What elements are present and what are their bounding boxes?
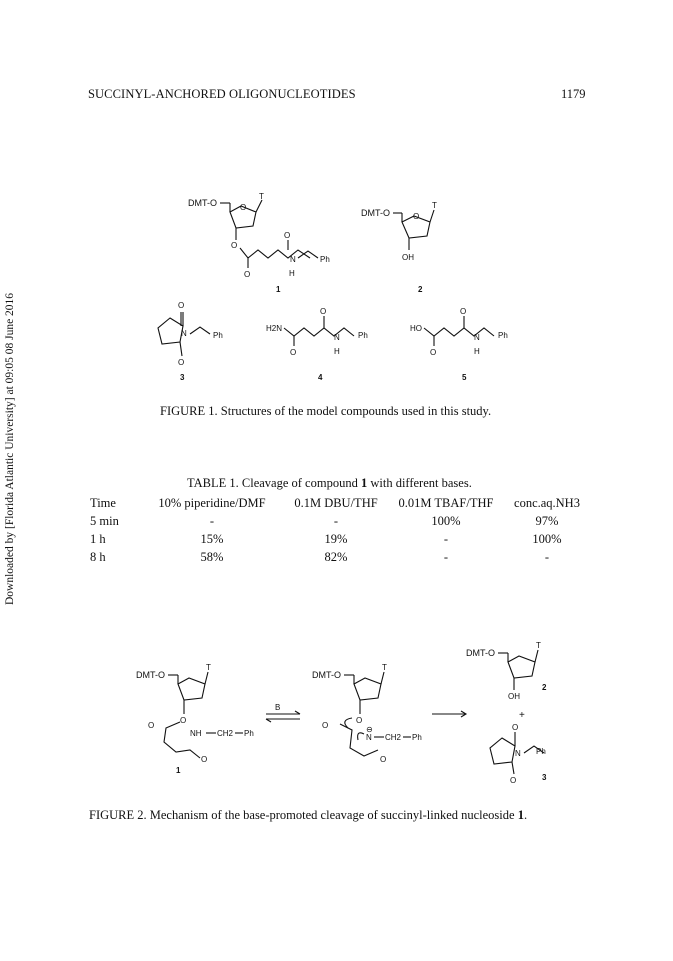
compound-5-structure (410, 307, 508, 382)
svg-text:DMT-O: DMT-O (361, 208, 390, 218)
compound-1-structure (188, 192, 330, 294)
svg-text:CH2: CH2 (217, 729, 234, 738)
svg-text:O: O (380, 755, 387, 764)
cleavage-table (90, 494, 592, 566)
table-row: 8 h 58% 82% - - (90, 549, 550, 564)
col-header: 0.1M DBU/THF (294, 495, 378, 510)
svg-text:N: N (366, 733, 372, 742)
svg-text:O: O (231, 241, 238, 250)
tetrahedral-intermediate (312, 663, 422, 764)
compound-label-3: 3 (180, 373, 185, 382)
svg-text:⊖: ⊖ (366, 725, 373, 734)
svg-text:NH: NH (190, 729, 202, 738)
col-header: conc.aq.NH3 (514, 495, 580, 510)
svg-text:CH2: CH2 (385, 733, 402, 742)
figure-2-mechanism (0, 630, 673, 800)
figure-2-caption: FIGURE 2. Mechanism of the base-promoted cleavage of succinyl-linked nucleoside 1. (89, 808, 528, 822)
svg-text:N: N (474, 333, 480, 342)
svg-text:T: T (382, 663, 387, 672)
svg-text:Ph: Ph (320, 255, 330, 264)
svg-text:T: T (259, 192, 264, 201)
svg-text:H: H (289, 269, 295, 278)
figure-1-structures (0, 0, 673, 420)
svg-text:Ph: Ph (498, 331, 508, 340)
svg-text:HO: HO (410, 324, 422, 333)
svg-text:O: O (240, 203, 247, 212)
svg-text:Ph: Ph (536, 747, 546, 756)
compound-label-5: 5 (462, 373, 467, 382)
product-compound-3 (490, 723, 547, 785)
svg-text:DMT-O: DMT-O (312, 670, 341, 680)
figure-1-caption: FIGURE 1. Structures of the model compounds used in this study. (160, 404, 492, 418)
svg-text:H: H (334, 347, 340, 356)
svg-text:O: O (322, 721, 329, 730)
download-notice: Downloaded by [Florida Atlantic University] at 09:05 08 June 2016 (4, 292, 16, 605)
svg-text:O: O (148, 721, 155, 730)
svg-text:O: O (180, 716, 187, 725)
svg-text:N: N (290, 255, 296, 264)
svg-text:N: N (334, 333, 340, 342)
svg-text:OH: OH (508, 692, 520, 701)
compound-label-2: 2 (542, 683, 547, 692)
svg-text:O: O (460, 307, 467, 316)
svg-text:O: O (284, 231, 291, 240)
col-header: 10% piperidine/DMF (158, 495, 266, 510)
svg-text:DMT-O: DMT-O (466, 648, 495, 658)
compound-label-1: 1 (276, 285, 281, 294)
svg-text:O: O (178, 301, 185, 310)
svg-text:O: O (512, 723, 519, 732)
table-1-caption: TABLE 1. Cleavage of compound 1 with different bases. (187, 476, 472, 490)
svg-text:O: O (320, 307, 327, 316)
svg-text:H: H (474, 347, 480, 356)
table-header-row (90, 494, 592, 512)
compound-3-structure (158, 301, 223, 382)
svg-text:DMT-O: DMT-O (136, 670, 165, 680)
svg-text:OH: OH (402, 253, 414, 262)
table-row: 1 h 15% 19% - 100% (90, 531, 562, 546)
svg-text:T: T (536, 641, 541, 650)
svg-text:T: T (206, 663, 211, 672)
svg-text:B: B (275, 703, 281, 712)
svg-text:O: O (201, 755, 208, 764)
svg-text:O: O (178, 358, 185, 367)
compound-label-2: 2 (418, 285, 423, 294)
compound-label-1: 1 (176, 766, 181, 775)
compound-4-structure (266, 307, 368, 382)
svg-text:Ph: Ph (358, 331, 368, 340)
svg-text:O: O (356, 716, 363, 725)
equilibrium-arrow (266, 703, 300, 722)
page-number: 1179 (561, 87, 586, 101)
svg-text:O: O (510, 776, 517, 785)
product-compound-2 (466, 641, 547, 701)
compound-2-structure (361, 201, 437, 294)
svg-text:H2N: H2N (266, 324, 283, 333)
svg-text:N: N (181, 329, 187, 338)
svg-text:T: T (432, 201, 437, 210)
mechanism-compound-1 (136, 663, 254, 775)
svg-text:O: O (244, 270, 251, 279)
col-header: Time (90, 495, 116, 510)
svg-text:O: O (430, 348, 437, 357)
compound-label-4: 4 (318, 373, 323, 382)
running-title: SUCCINYL-ANCHORED OLIGONUCLEOTIDES (88, 87, 356, 101)
svg-text:Ph: Ph (412, 733, 422, 742)
compound-label-3: 3 (542, 773, 547, 782)
svg-text:O: O (290, 348, 297, 357)
plus-sign: + (519, 710, 525, 721)
col-header: 0.01M TBAF/THF (398, 495, 494, 510)
dmt-label: DMT-O (188, 198, 217, 208)
svg-text:O: O (413, 212, 420, 221)
svg-text:Ph: Ph (213, 331, 223, 340)
svg-text:Ph: Ph (244, 729, 254, 738)
svg-text:N: N (515, 749, 521, 758)
table-row: 5 min - - 100% 97% (90, 513, 559, 528)
